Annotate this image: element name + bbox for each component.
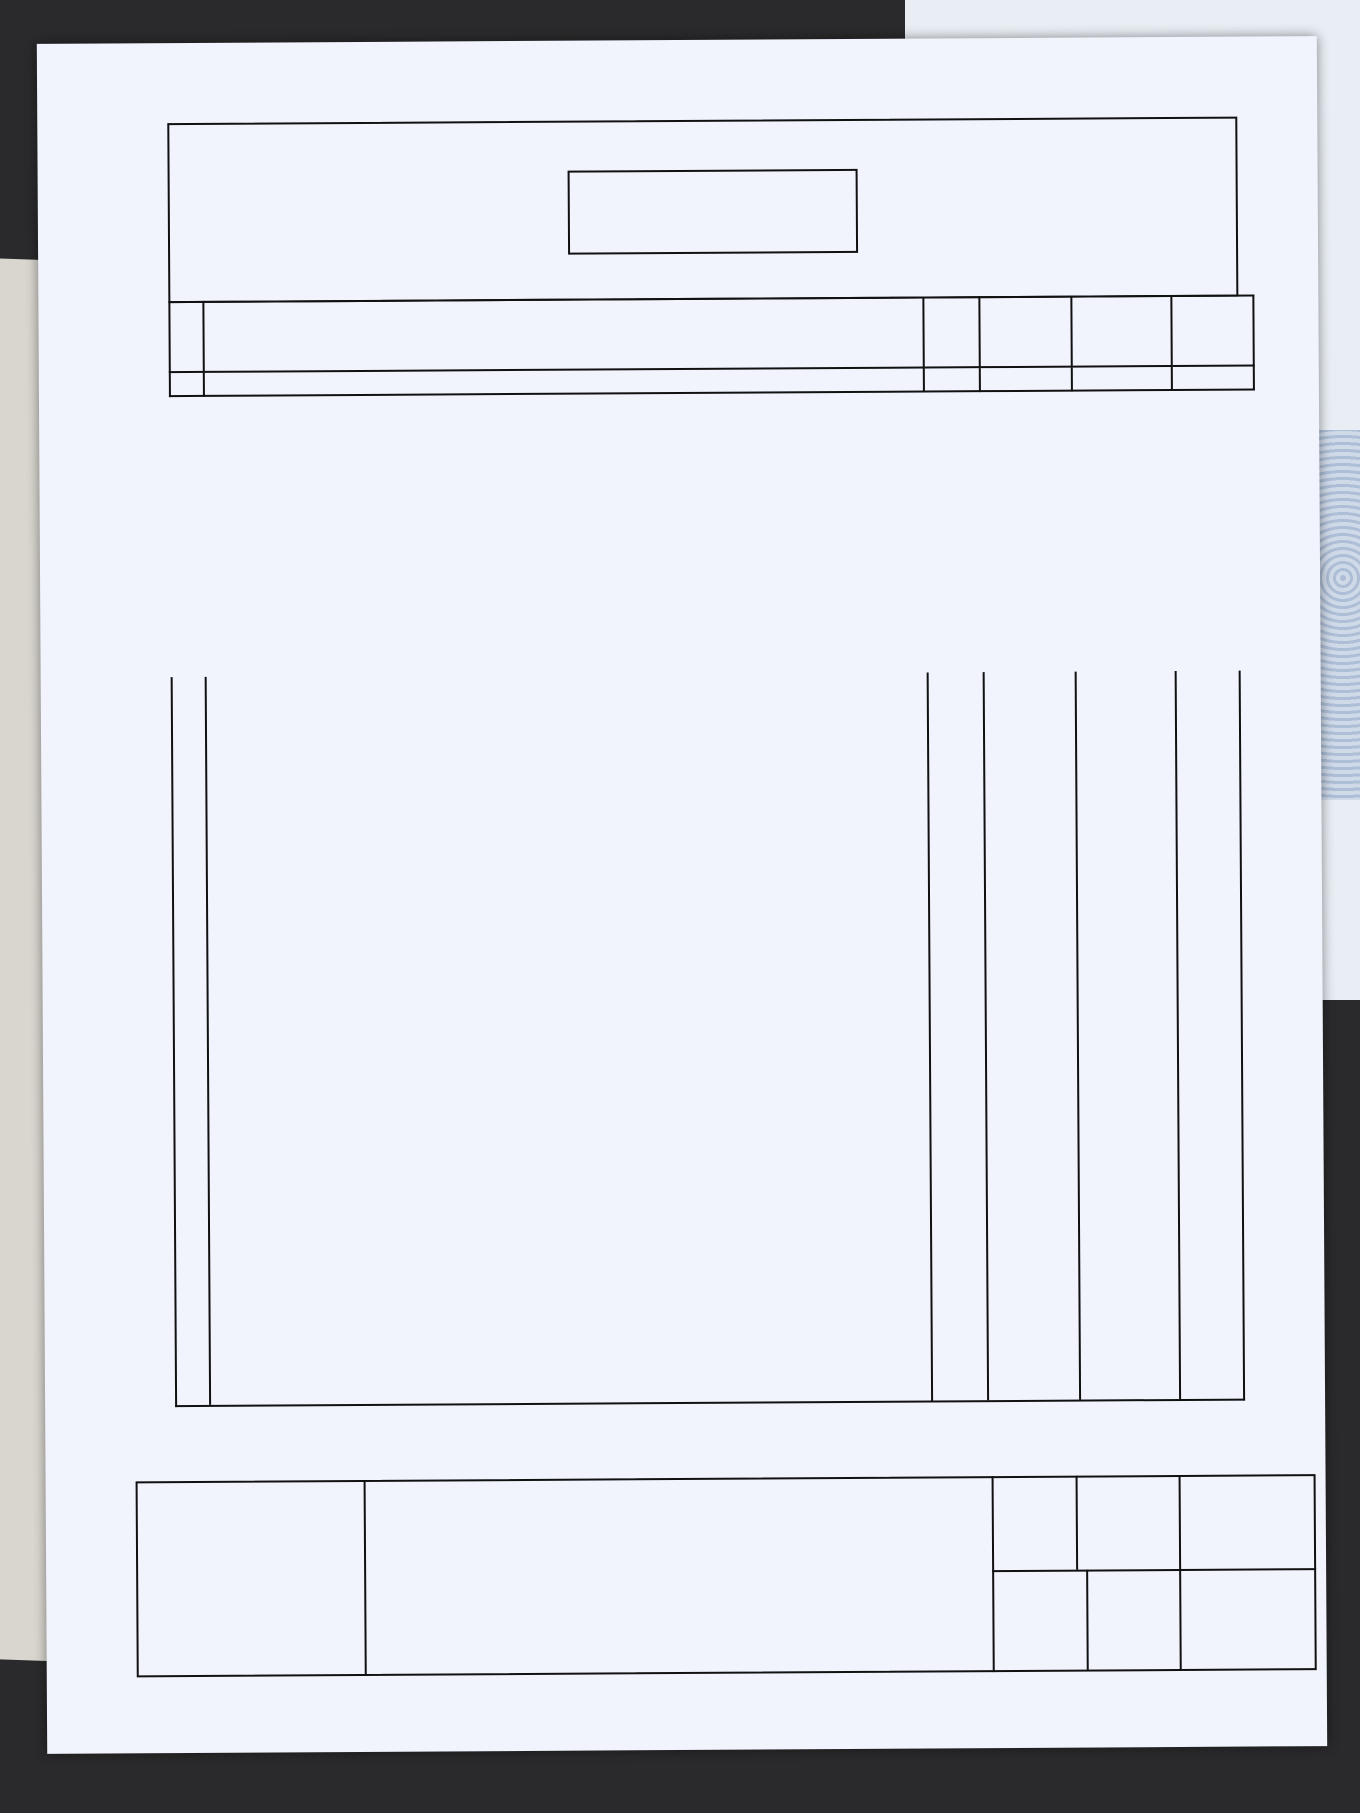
column-line [205,677,211,1405]
index-col-2 [924,367,980,391]
header-description [203,298,923,372]
column-line [1175,671,1181,1399]
index-col-3 [980,367,1072,392]
items-table [168,294,1255,397]
index-col-4 [1072,366,1172,391]
invoice-sheet [37,36,1327,1754]
header-vat-value [1171,295,1253,365]
index-col-1 [204,368,924,396]
footer-border [136,1474,1317,1677]
empty-rows-area [171,671,1245,1408]
index-col-0 [170,372,204,396]
header-nr [169,302,203,372]
column-line [927,672,933,1400]
column-line [983,672,989,1400]
header-quantity [923,297,979,367]
index-col-5 [1172,365,1254,390]
column-line [1075,672,1081,1400]
series-box [568,169,859,255]
header-unit-price [979,297,1071,368]
header-value [1071,296,1171,367]
invoice [127,81,1242,1658]
